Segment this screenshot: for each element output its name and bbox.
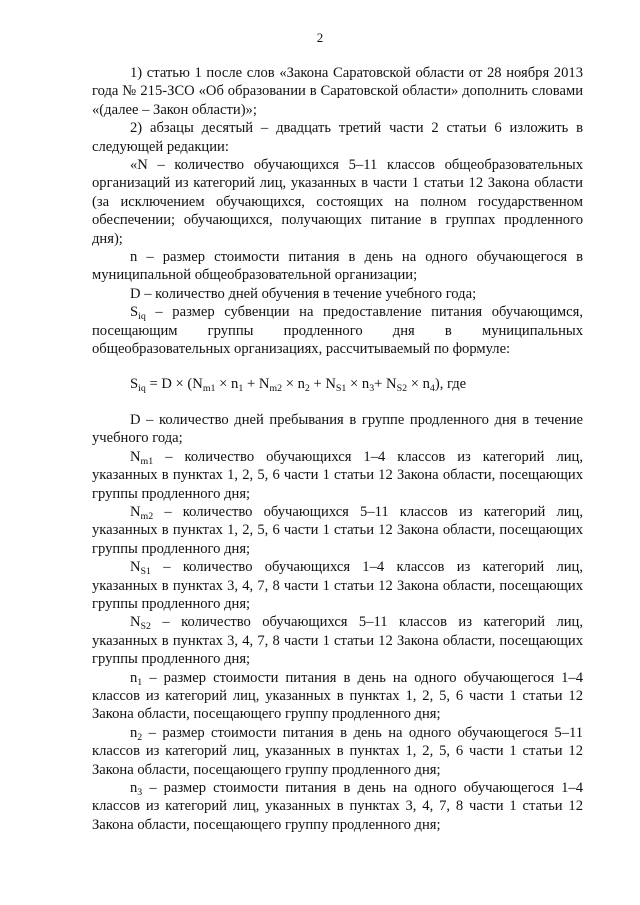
formula-subscript: iq	[138, 382, 146, 394]
symbol-n: n	[130, 780, 138, 797]
formula-subscript: 1	[238, 382, 244, 394]
formula	[92, 375, 583, 393]
definition-text: – количество обучающихся 1–4 классов из категорий лиц, указанных в пунктах 3, 4, 7, 8 части 1 статьи 12 Закона области, посещающих группы продленного дня;	[92, 559, 583, 612]
formula-subscript: m2	[269, 382, 283, 394]
page-number: 2	[316, 30, 324, 45]
definition-text: – количество обучающихся 5–11 классов из категорий лиц, указанных в пунктах 1, 2, 5, 6 части 1 статьи 12 Закона области, посещающих группы продленного дня;	[92, 503, 583, 557]
symbol-subscript: 1	[137, 676, 143, 688]
paragraph-definition-NS2	[92, 613, 583, 668]
symbol-N: N	[130, 503, 141, 520]
paragraph-definition-n2	[92, 724, 583, 779]
paragraph-definition-NS1	[92, 558, 583, 613]
symbol-subscript: S2	[140, 621, 152, 633]
symbol-subscript: iq	[138, 311, 146, 323]
formula-part: + N	[374, 375, 397, 392]
symbol-subscript: m2	[140, 510, 154, 522]
paragraph-definition-Nm2	[92, 503, 583, 558]
formula-part: ), где	[434, 375, 467, 392]
formula-subscript: S2	[396, 382, 408, 394]
definition-text: – количество обучающихся 5–11 классов из категорий лиц, указанных в пунктах 3, 4, 7, 8 части 1 статьи 12 Закона области, посещающих группы продленного дня;	[92, 614, 583, 668]
paragraph-definition-n1	[92, 669, 583, 724]
formula-subscript: 2	[304, 382, 310, 394]
definition-text: – размер стоимости питания в день на одного обучающегося 1–4 классов из категорий лиц, указанных в пунктах 1, 2, 5, 6 части 1 статьи 12 Закона области, посещающего группу продленного дня;	[92, 669, 583, 723]
symbol-N: N	[130, 614, 141, 631]
formula-subscript: 4	[429, 382, 435, 394]
formula-part: × n	[215, 375, 239, 392]
formula-part: × n	[407, 375, 430, 392]
definition-text: – размер стоимости питания в день на одного обучающегося 1–4 классов из категорий лиц, указанных в пунктах 3, 4, 7, 8 части 1 статьи 12 Закона области, посещающего группу продленного дня;	[92, 780, 583, 833]
symbol-n: n	[130, 724, 138, 741]
paragraph-definition-n: n – размер стоимости питания в день на одного обучающегося в муниципальной общеобразовательной организации;	[92, 249, 583, 284]
definition-text: – размер стоимости питания в день на одного обучающегося 5–11 классов из категорий лиц, указанных в пунктах 1, 2, 5, 6 части 1 статьи 12 Закона области, посещающего группу продленного дня;	[92, 724, 583, 778]
formula-part: + N	[309, 375, 336, 392]
symbol-n: n	[130, 669, 138, 686]
paragraph-definition-n3	[92, 779, 583, 834]
definition-text: – размер субвенции на предоставление питания обучающимся, посещающим группы продленного дня в муниципальных общеобразовательных организациях, рассчитываемый по формуле:	[92, 304, 583, 358]
symbol-subscript: S1	[140, 566, 152, 578]
paragraph-amendment-2: 2) абзацы десятый – двадцать третий части 2 статьи 6 изложить в следующей редакции:	[92, 120, 583, 155]
formula-subscript: m1	[202, 382, 216, 394]
formula-part: + N	[243, 375, 270, 392]
symbol-subscript: 3	[137, 787, 143, 799]
paragraph-definition-N: «N – количество обучающихся 5–11 классов общеобразовательных организаций из категорий лиц, указанных в части 1 статьи 12 Закона области (за исключением обучающихся, состоящих на полном государственном обеспечении; обучающихся, получающих питание в группах продленного дня);	[92, 157, 583, 247]
formula-part: × n	[346, 375, 370, 392]
paragraph-definition-D-extended: D – количество дней пребывания в группе продленного дня в течение учебного года;	[92, 411, 583, 447]
paragraph-definition-Nm1	[92, 448, 583, 503]
paragraph-definition-Siq	[92, 303, 583, 358]
symbol-subscript: m1	[140, 455, 154, 467]
symbol-N: N	[130, 559, 141, 576]
formula-part: S	[130, 375, 139, 392]
paragraph-amendment-1: 1) статью 1 после слов «Закона Саратовской области от 28 ноября 2013 года № 215-ЗСО «Об образовании в Саратовской области» дополнить словами «(далее – Закон области)»;	[92, 65, 583, 118]
symbol-subscript: 2	[137, 731, 143, 743]
document-body	[92, 64, 583, 834]
paragraph-definition-D: D – количество дней обучения в течение учебного года;	[130, 285, 477, 302]
definition-text: – количество обучающихся 1–4 классов из категорий лиц, указанных в пунктах 1, 2, 5, 6 части 1 статьи 12 Закона области, посещающих группы продленного дня;	[92, 448, 583, 502]
formula-part: × n	[282, 375, 305, 392]
symbol-N: N	[130, 448, 141, 465]
formula-subscript: S1	[335, 382, 347, 394]
symbol-S: S	[130, 304, 139, 321]
formula-subscript: 3	[369, 382, 375, 394]
formula-part: = D × (N	[145, 375, 203, 392]
